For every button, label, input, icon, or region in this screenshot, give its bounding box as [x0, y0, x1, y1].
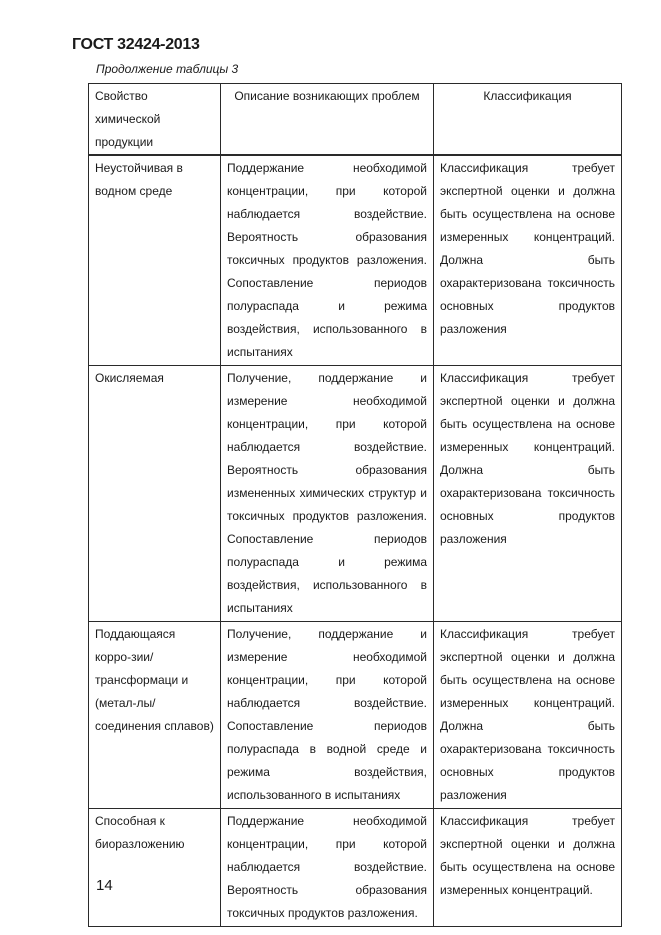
- table-row: [89, 366, 622, 622]
- cell-description: Поддержание необходимой концентрации, при которой наблюдается воздействие. Вероятность образования токсичных продуктов разложения.: [221, 809, 434, 927]
- cell-classification: Классификация требует экспертной оценки и должна быть осуществлена на основе измеренных концентраций.: [434, 809, 622, 927]
- document-code: ГОСТ 32424-2013: [72, 36, 200, 53]
- table-header: [89, 84, 622, 156]
- cell-description: Получение, поддержание и измерение необходимой концентрации, при которой наблюдается воздействие. Сопоставление периодов полураспада в водной среде и режима воздействия, использованного в испытаниях: [221, 622, 434, 809]
- header-row: [89, 84, 622, 156]
- cell-property: Способная к биоразложению: [89, 809, 221, 927]
- table-caption: Продолжение таблицы 3: [96, 62, 239, 76]
- page-number: 14: [96, 877, 113, 894]
- column-header-classification: Классификация: [434, 84, 622, 156]
- table-body: [89, 155, 622, 927]
- cell-description: Поддержание необходимой концентрации, при которой наблюдается воздействие. Вероятность образования токсичных продуктов разложения. Сопоставление периодов полураспада и режима воздействия, использованного в испытаниях: [221, 155, 434, 366]
- table-row: [89, 155, 622, 366]
- cell-property: Поддающаяся корро-зии/трансформаци и (метал-лы/соединения сплавов): [89, 622, 221, 809]
- classification-table: [88, 83, 622, 927]
- cell-description: Получение, поддержание и измерение необходимой концентрации, при которой наблюдается воздействие. Вероятность образования измененных химических структур и токсичных продуктов разложения. Сопоставление периодов полураспада и режима воздействия, использованного в испытаниях: [221, 366, 434, 622]
- column-header-property: Свойство химической продукции: [89, 84, 221, 156]
- cell-property: Окисляемая: [89, 366, 221, 622]
- cell-classification: Классификация требует экспертной оценки и должна быть осуществлена на основе измеренных концентраций. Должна быть охарактеризована токсичность основных продуктов разложения: [434, 366, 622, 622]
- table-row: [89, 809, 622, 927]
- cell-classification: Классификация требует экспертной оценки и должна быть осуществлена на основе измеренных концентраций. Должна быть охарактеризована токсичность основных продуктов разложения: [434, 155, 622, 366]
- column-header-description: Описание возникающих проблем: [221, 84, 434, 156]
- table-row: [89, 622, 622, 809]
- cell-classification: Классификация требует экспертной оценки и должна быть осуществлена на основе измеренных концентраций. Должна быть охарактеризована токсичность основных продуктов разложения: [434, 622, 622, 809]
- cell-property: Неустойчивая в водном среде: [89, 155, 221, 366]
